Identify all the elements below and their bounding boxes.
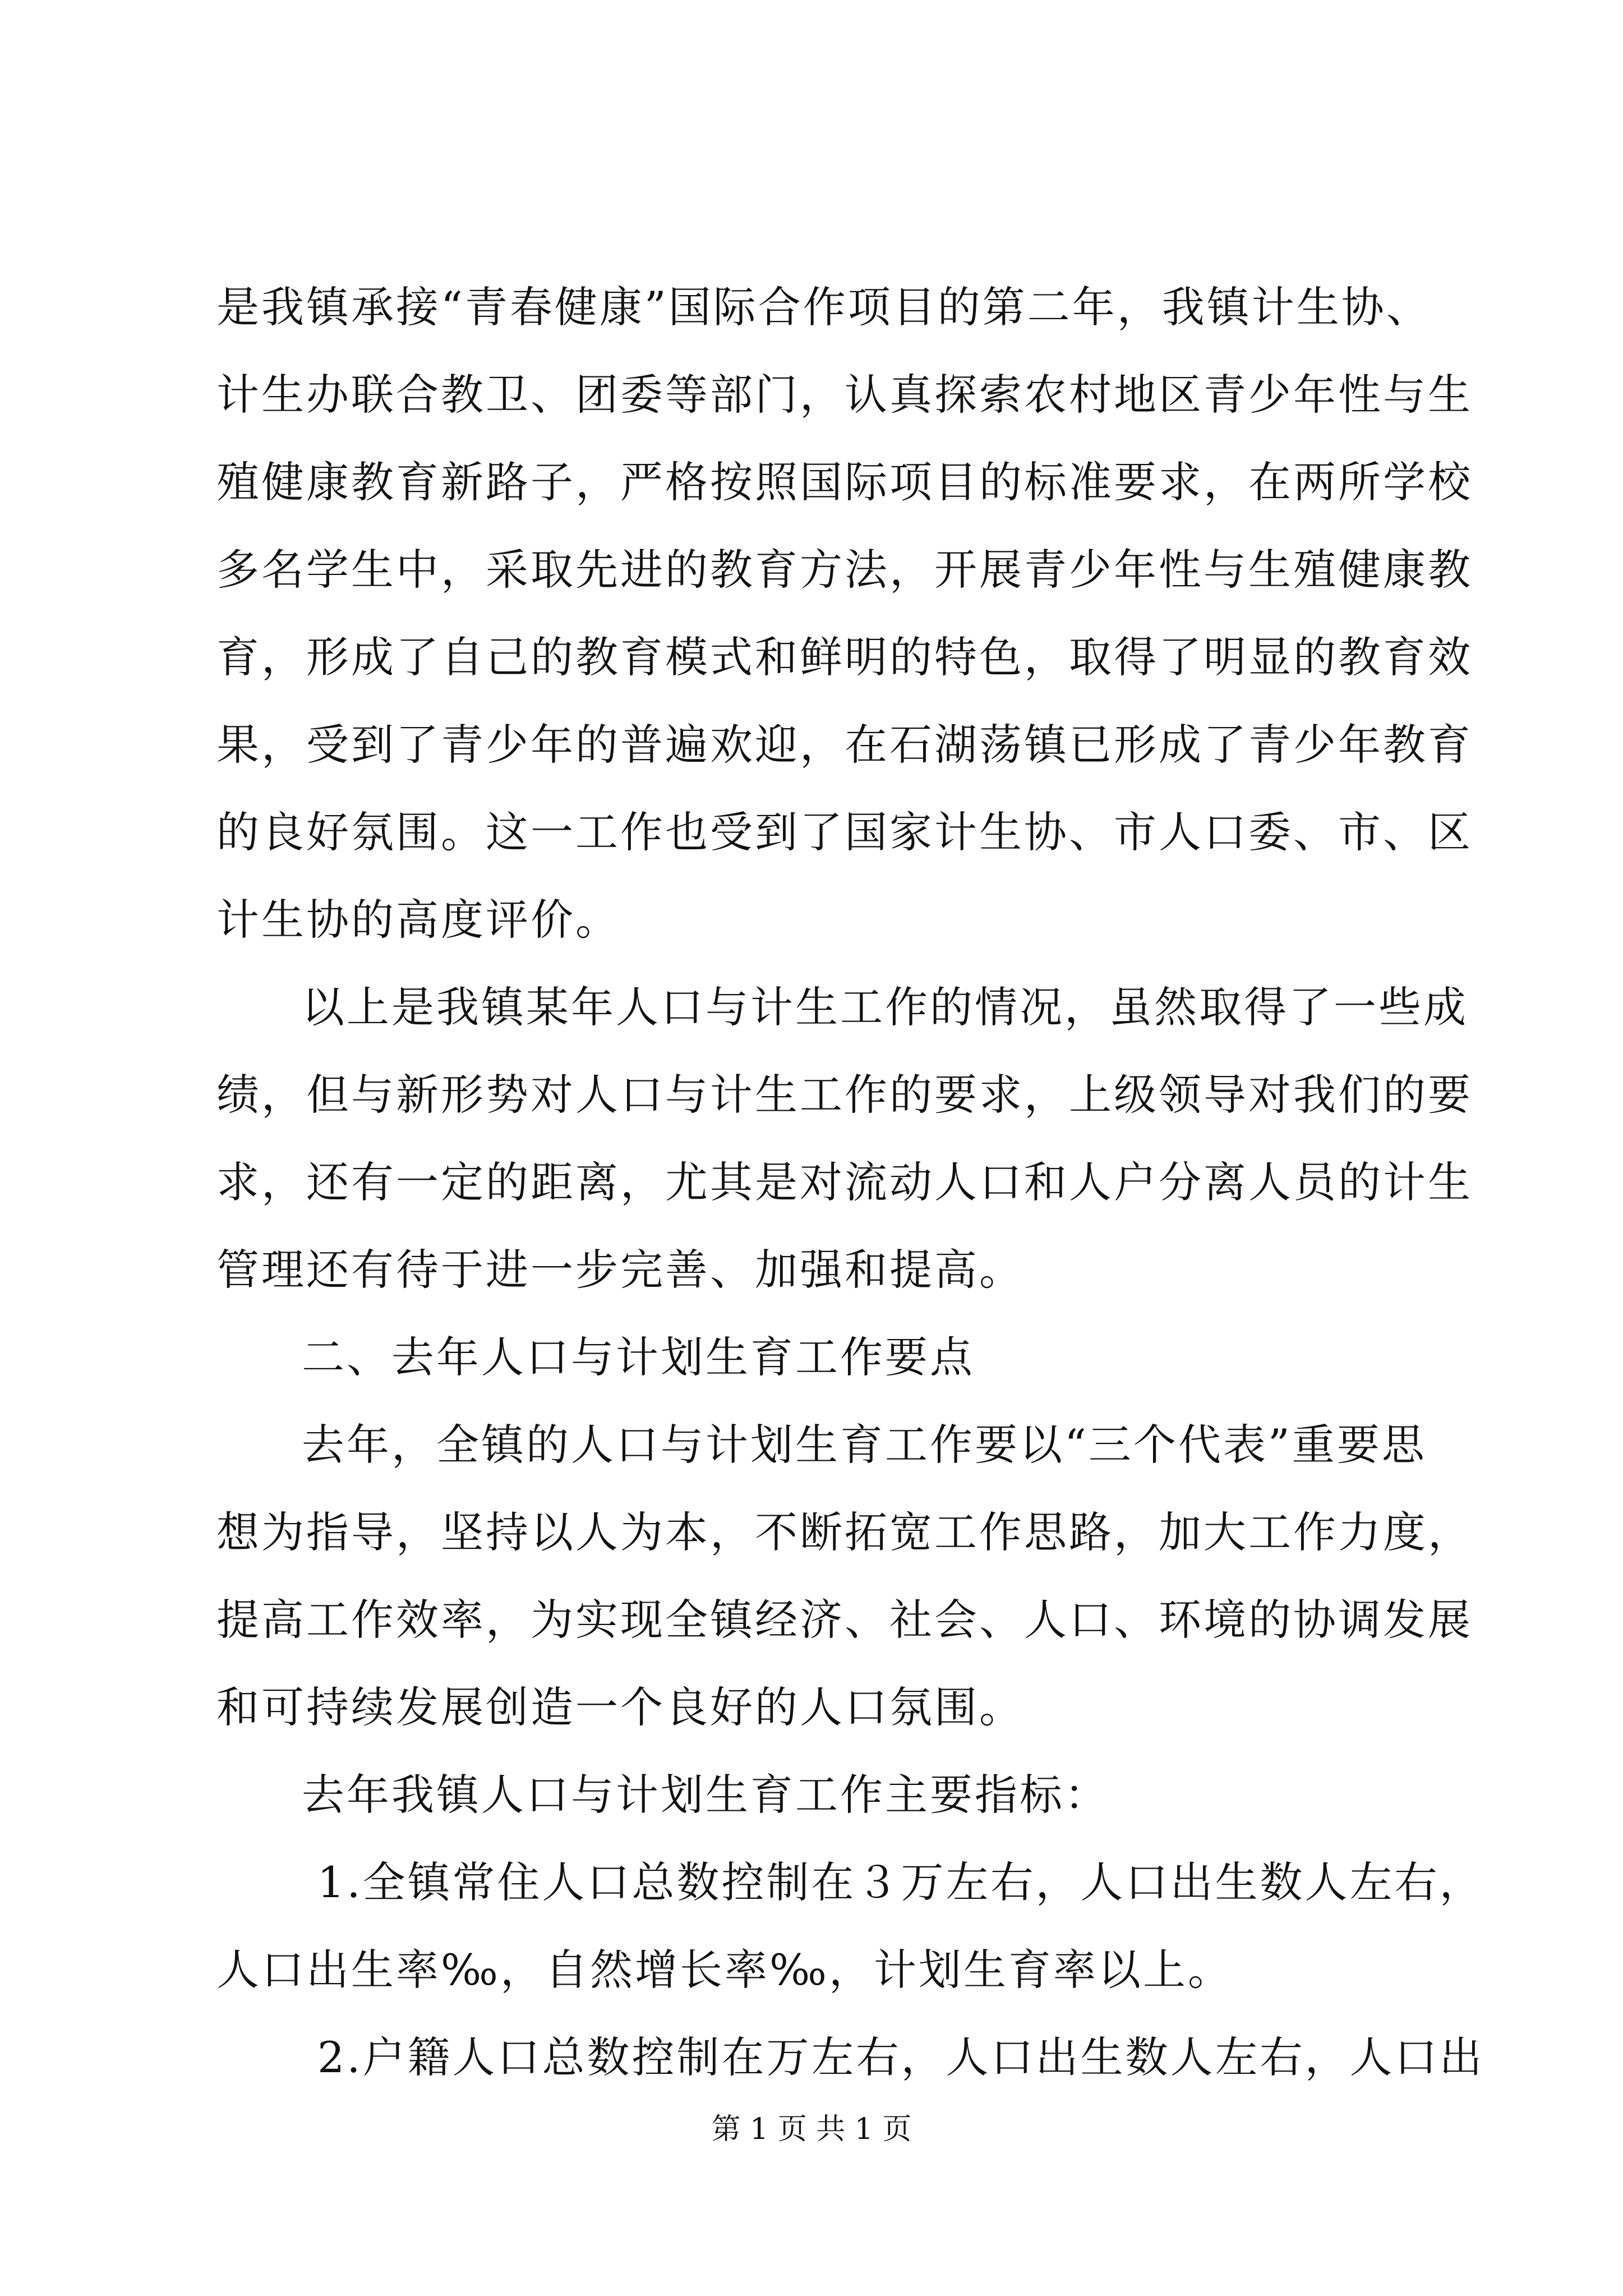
text-line: 是我镇承接“青春健康”国际合作项目的第二年，我镇计生协、 (216, 282, 1431, 332)
text-line: 的良好氛围。这一工作也受到了国家计生协、市人口委、市、区 (216, 807, 1473, 857)
text-line: 以上是我镇某年人口与计生工作的情况，虽然取得了一些成 (302, 982, 1468, 1032)
text-line: 管理还有待于进一步完善、加强和提高。 (216, 1245, 1024, 1295)
text-line: 提高工作效率，为实现全镇经济、社会、人口、环境的协调发展 (216, 1595, 1473, 1645)
text-line: 去年，全镇的人口与计划生育工作要以“三个代表”重要思 (302, 1420, 1427, 1470)
text-line: 多名学生中，采取先进的教育方法，开展青少年性与生殖健康教 (216, 545, 1473, 595)
document-body (216, 264, 1484, 2101)
text-line: 想为指导，坚持以人为本，不断拓宽工作思路，加大工作力度， (216, 1507, 1473, 1557)
text-line: 殖健康教育新路子，严格按照国际项目的标准要求，在两所学校 (216, 457, 1473, 507)
list-item: 1.全镇常住人口总数控制在３万左右，人口出生数人左右， (317, 1857, 1484, 1907)
text-line: 去年我镇人口与计划生育工作主要指标： (302, 1770, 1109, 1820)
text-line: 计生协的高度评价。 (216, 895, 620, 945)
text-line: 果，受到了青少年的普遍欢迎，在石湖荡镇已形成了青少年教育 (216, 720, 1473, 770)
text-line: 人口出生率‰，自然增长率‰，计划生育率以上。 (216, 1945, 1233, 1995)
text-line: 育，形成了自己的教育模式和鲜明的特色，取得了明显的教育效 (216, 632, 1473, 682)
page-footer: 第 1 页 共 1 页 (711, 2113, 912, 2146)
section-heading: 二、去年人口与计划生育工作要点 (302, 1332, 975, 1382)
list-item: 2.户籍人口总数控制在万左右，人口出生数人左右，人口出 (317, 2032, 1484, 2082)
text-line: 求，还有一定的距离，尤其是对流动人口和人户分离人员的计生 (216, 1157, 1473, 1207)
text-line: 计生办联合教卫、团委等部门，认真探索农村地区青少年性与生 (216, 370, 1473, 420)
text-line: 绩，但与新形势对人口与计生工作的要求，上级领导对我们的要 (216, 1070, 1473, 1120)
text-line: 和可持续发展创造一个良好的人口氛围。 (216, 1682, 1024, 1732)
